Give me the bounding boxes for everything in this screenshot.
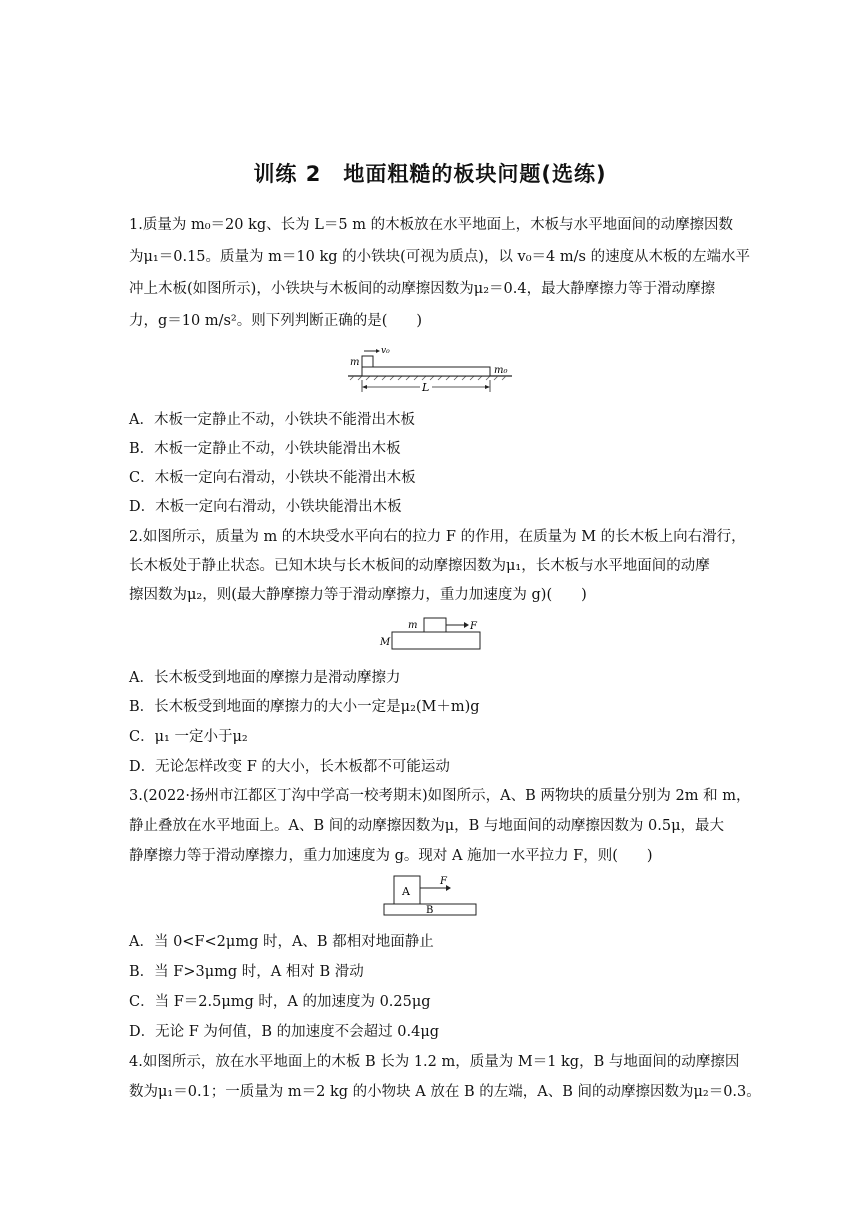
q1-option-c: C．木板一定向右滑动，小铁块不能滑出木板 [129, 470, 416, 486]
q3-figure [380, 870, 480, 920]
q3-option-b: B．当 F>3μmg 时，A 相对 B 滑动 [129, 964, 364, 980]
force-label: F [470, 621, 477, 632]
q3-option-c: C．当 F＝2.5μmg 时，A 的加速度为 0.25μg [129, 994, 431, 1010]
ground-hatching [350, 376, 506, 380]
q3-line-3: 静摩擦力等于滑动摩擦力，重力加速度为 g。现对 A 施加一水平拉力 F，则( ) [129, 848, 653, 864]
q2-option-d: D．无论怎样改变 F 的大小，长木板都不可能运动 [129, 759, 450, 775]
q2-line-3: 擦因数为μ₂，则(最大静摩擦力等于滑动摩擦力，重力加速度为 g)( ) [129, 587, 587, 603]
q2-figure [374, 612, 486, 654]
q1-option-a: A．木板一定静止不动，小铁块不能滑出木板 [129, 412, 415, 428]
block-a-label: A [402, 885, 410, 898]
q3-option-a: A．当 0<F<2μmg 时，A、B 都相对地面静止 [129, 934, 434, 950]
q2-option-a: A．长木板受到地面的摩擦力是滑动摩擦力 [129, 670, 401, 686]
velocity-label: v₀ [381, 346, 390, 356]
board-label: M [380, 637, 391, 648]
iron-block-rect [362, 356, 373, 367]
q3-option-d: D．无论 F 为何值，B 的加速度不会超过 0.4μg [129, 1024, 440, 1040]
board-rect [362, 367, 490, 376]
q2-line-1: 2.如图所示，质量为 m 的木块受水平向右的拉力 F 的作用，在质量为 M 的长木板上向右滑行， [129, 529, 746, 545]
force-label: F [440, 876, 447, 887]
q2-option-b: B．长木板受到地面的摩擦力的大小一定是μ₂(M＋m)g [129, 699, 480, 715]
q1-line-3: 冲上木板(如图所示)，小铁块与木板间的动摩擦因数为μ₂＝0.4，最大静摩擦力等于滑动摩擦 [129, 281, 716, 297]
q2-option-c: C．μ₁ 一定小于μ₂ [129, 729, 248, 745]
board-label: m₀ [494, 365, 508, 376]
block-label: m [350, 357, 360, 368]
long-board-rect [392, 632, 480, 649]
block-b-label: B [426, 905, 434, 916]
q2-line-2: 长木板处于静止状态。已知木块与长木板间的动摩擦因数为μ₁，长木板与水平地面间的动摩 [129, 558, 710, 574]
length-label: L [422, 381, 430, 394]
q1-option-d: D．木板一定向右滑动，小铁块能滑出木板 [129, 499, 402, 515]
q1-figure [340, 340, 520, 398]
q1-line-2: 为μ₁＝0.15。质量为 m＝10 kg 的小铁块(可视为质点)，以 v₀＝4 m/s 的速度从木板的左端水平 [129, 249, 751, 265]
block-label: m [408, 620, 418, 631]
wood-block-rect [424, 618, 446, 632]
q4-line-2: 数为μ₁＝0.1；一质量为 m＝2 kg 的小物块 A 放在 B 的左端，A、B 间的动摩擦因数为μ₂＝0.3。 [129, 1084, 761, 1100]
q1-line-1: 1.质量为 m₀＝20 kg、长为 L＝5 m 的木板放在水平地面上，木板与水平地面间的动摩擦因数 [129, 217, 734, 233]
q3-line-1: 3.(2022·扬州市江都区丁沟中学高一校考期末)如图所示，A、B 两物块的质量分别为 2m 和 m， [129, 788, 751, 804]
q4-line-1: 4.如图所示，放在水平地面上的木板 B 长为 1.2 m，质量为 M＝1 kg，B 与地面间的动摩擦因 [129, 1054, 740, 1070]
q1-option-b: B．木板一定静止不动，小铁块能滑出木板 [129, 441, 401, 457]
q1-line-4: 力，g＝10 m/s²。则下列判断正确的是( ) [129, 313, 423, 329]
page-title: 训练 2 地面粗糙的板块问题(选练) [253, 162, 607, 186]
q3-line-2: 静止叠放在水平地面上。A、B 间的动摩擦因数为μ，B 与地面间的动摩擦因数为 0.5μ，最大 [129, 818, 725, 834]
